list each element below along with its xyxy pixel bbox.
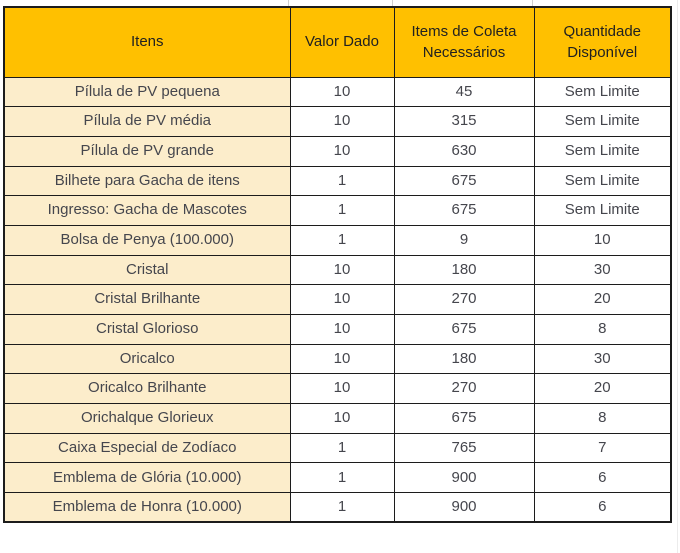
table-row (4, 77, 671, 107)
valor-dado-cell: 10 (290, 107, 394, 137)
items-exchange-table (3, 6, 672, 523)
table-row (4, 493, 671, 523)
column-header-itens: Itens (4, 7, 290, 77)
item-cell: Orichalque Glorieux (4, 404, 290, 434)
column-header-quantidade: Quantidade Disponível (534, 7, 671, 77)
table-row (4, 255, 671, 285)
coleta-cell: 180 (394, 344, 534, 374)
coleta-cell: 900 (394, 463, 534, 493)
disponivel-cell: 6 (534, 493, 671, 523)
coleta-cell: 180 (394, 255, 534, 285)
valor-dado-cell: 10 (290, 374, 394, 404)
gridline-right (677, 0, 678, 553)
table-row (4, 166, 671, 196)
item-cell: Oricalco (4, 344, 290, 374)
disponivel-cell: Sem Limite (534, 77, 671, 107)
coleta-cell: 270 (394, 285, 534, 315)
coleta-cell: 270 (394, 374, 534, 404)
table-row (4, 315, 671, 345)
disponivel-cell: 8 (534, 315, 671, 345)
valor-dado-cell: 1 (290, 166, 394, 196)
disponivel-cell: 6 (534, 463, 671, 493)
disponivel-cell: Sem Limite (534, 136, 671, 166)
coleta-cell: 675 (394, 315, 534, 345)
disponivel-cell: 20 (534, 285, 671, 315)
valor-dado-cell: 10 (290, 315, 394, 345)
table-row (4, 136, 671, 166)
item-cell: Emblema de Honra (10.000) (4, 493, 290, 523)
disponivel-cell: 30 (534, 344, 671, 374)
item-cell: Emblema de Glória (10.000) (4, 463, 290, 493)
disponivel-cell: Sem Limite (534, 107, 671, 137)
valor-dado-cell: 10 (290, 136, 394, 166)
table-row (4, 374, 671, 404)
disponivel-cell: 10 (534, 225, 671, 255)
valor-dado-cell: 10 (290, 255, 394, 285)
disponivel-cell: 30 (534, 255, 671, 285)
valor-dado-cell: 1 (290, 463, 394, 493)
item-cell: Pílula de PV pequena (4, 77, 290, 107)
item-cell: Cristal Glorioso (4, 315, 290, 345)
table-row (4, 107, 671, 137)
coleta-cell: 900 (394, 493, 534, 523)
valor-dado-cell: 1 (290, 196, 394, 226)
disponivel-cell: 8 (534, 404, 671, 434)
table-row (4, 463, 671, 493)
column-header-items-coleta: Items de Coleta Necessários (394, 7, 534, 77)
valor-dado-cell: 1 (290, 433, 394, 463)
item-cell: Cristal (4, 255, 290, 285)
coleta-cell: 630 (394, 136, 534, 166)
coleta-cell: 9 (394, 225, 534, 255)
valor-dado-cell: 10 (290, 77, 394, 107)
item-cell: Bolsa de Penya (100.000) (4, 225, 290, 255)
table-row (4, 433, 671, 463)
coleta-cell: 765 (394, 433, 534, 463)
item-cell: Pílula de PV média (4, 107, 290, 137)
table-row (4, 404, 671, 434)
disponivel-cell: 20 (534, 374, 671, 404)
valor-dado-cell: 10 (290, 285, 394, 315)
disponivel-cell: 7 (534, 433, 671, 463)
item-cell: Pílula de PV grande (4, 136, 290, 166)
disponivel-cell: Sem Limite (534, 196, 671, 226)
valor-dado-cell: 10 (290, 404, 394, 434)
table-row (4, 285, 671, 315)
item-cell: Oricalco Brilhante (4, 374, 290, 404)
coleta-cell: 315 (394, 107, 534, 137)
item-cell: Caixa Especial de Zodíaco (4, 433, 290, 463)
coleta-cell: 675 (394, 404, 534, 434)
header-row (4, 7, 671, 77)
coleta-cell: 675 (394, 166, 534, 196)
item-cell: Cristal Brilhante (4, 285, 290, 315)
valor-dado-cell: 1 (290, 493, 394, 523)
item-cell: Bilhete para Gacha de itens (4, 166, 290, 196)
table-row (4, 344, 671, 374)
valor-dado-cell: 1 (290, 225, 394, 255)
valor-dado-cell: 10 (290, 344, 394, 374)
coleta-cell: 45 (394, 77, 534, 107)
disponivel-cell: Sem Limite (534, 166, 671, 196)
coleta-cell: 675 (394, 196, 534, 226)
item-cell: Ingresso: Gacha de Mascotes (4, 196, 290, 226)
column-header-valor-dado: Valor Dado (290, 7, 394, 77)
table-row (4, 225, 671, 255)
table-row (4, 196, 671, 226)
